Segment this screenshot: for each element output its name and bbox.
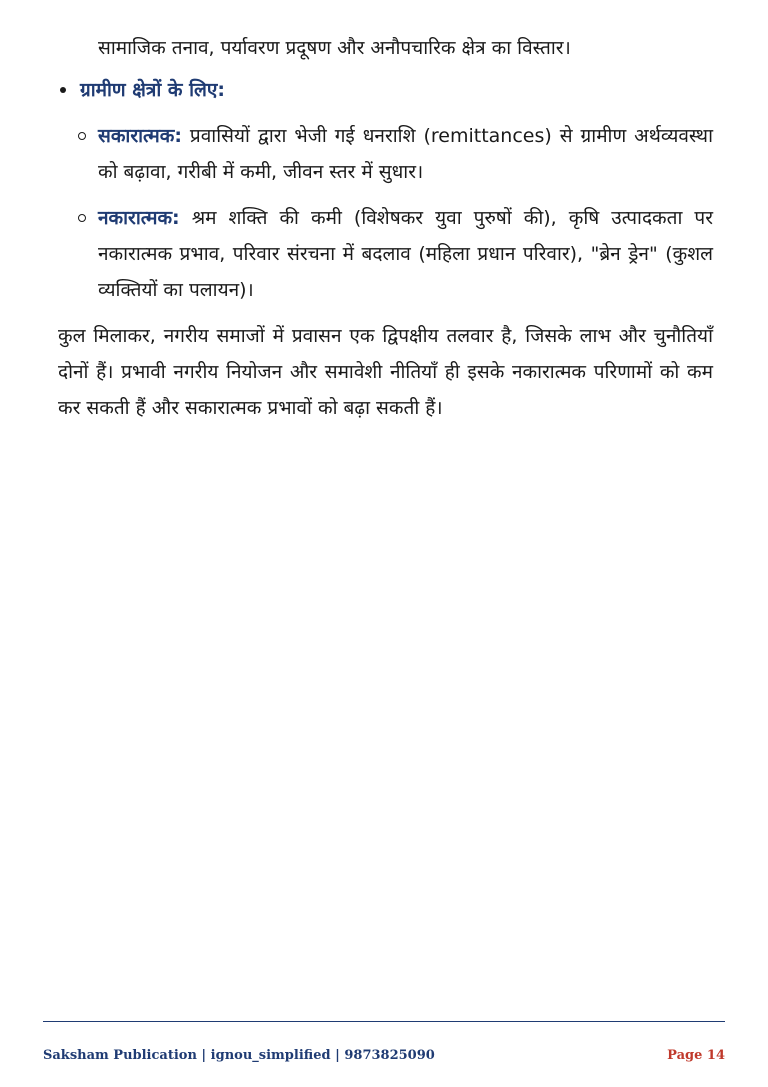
negative-text: श्रम शक्ति की कमी (विशेषकर युवा पुरुषों की), कृषि उत्पादकता पर नकारात्मक प्रभाव, परिवार संरचना में बदलाव (महिला प्रधान परिवार), "ब्रेन ड्रेन" (कुशल व्यक्तियों का पलायन)। (98, 207, 713, 301)
negative-label: नकारात्मक: (98, 207, 180, 229)
hollow-bullet-icon (78, 132, 86, 140)
bullet-dot-icon (60, 87, 66, 93)
footer-divider (43, 1021, 725, 1022)
positive-text: प्रवासियों द्वारा भेजी गई धनराशि (remittances) से ग्रामीण अर्थव्यवस्था को बढ़ावा, गरीबी में कमी, जीवन स्तर में सुधार। (98, 125, 713, 183)
rural-positive-item (58, 118, 713, 190)
page-content (58, 30, 713, 426)
rural-section-heading (58, 72, 713, 108)
summary-paragraph: कुल मिलाकर, नगरीय समाजों में प्रवासन एक द्विपक्षीय तलवार है, जिसके लाभ और चुनौतियाँ दोनों हैं। प्रभावी नगरीय नियोजन और समावेशी नीतियाँ ही इसके नकारात्मक परिणामों को कम कर सकती हैं और सकारात्मक प्रभावों को बढ़ा सकती हैं। (58, 325, 713, 419)
page-number: Page 14 (667, 1048, 725, 1063)
rural-negative-item (58, 200, 713, 308)
rural-heading-text: ग्रामीण क्षेत्रों के लिए: (80, 79, 226, 101)
continuation-line: सामाजिक तनाव, पर्यावरण प्रदूषण और अनौपचारिक क्षेत्र का विस्तार। (98, 37, 571, 59)
hollow-bullet-icon (78, 214, 86, 222)
footer-publisher: Saksham Publication | ignou_simplified | 9873825090 (43, 1048, 435, 1063)
positive-label: सकारात्मक: (98, 125, 182, 147)
